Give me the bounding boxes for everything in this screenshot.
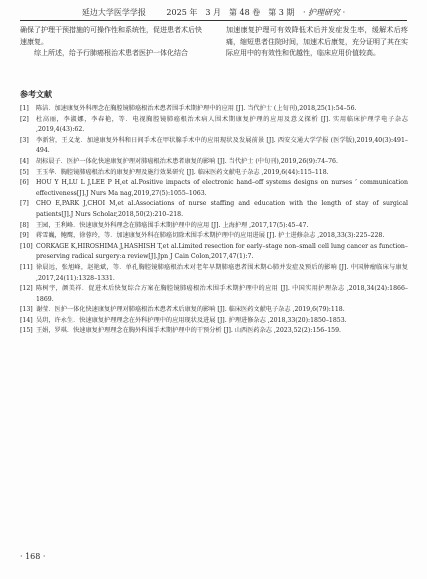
reference-number: [4] <box>20 157 29 165</box>
reference-number: [3] <box>20 136 29 144</box>
page-number: · 168 · <box>20 552 46 561</box>
reference-item <box>20 168 408 179</box>
reference-item <box>20 305 408 316</box>
reference-number: [14] <box>20 316 33 324</box>
body-paragraph: 加速康复护理可有效降低术后并发症发生率，缓解术后疼痛，缩短患者住院时间，加速术后康复，充分证明了其在实际应用中的有效性和优越性，临床应用价值较高。 <box>226 26 408 57</box>
running-header <box>20 6 407 21</box>
reference-number: [6] <box>20 179 29 187</box>
body-column-left <box>20 25 202 60</box>
reference-item <box>20 284 408 305</box>
issue-info: 2025 年 3 月 第 48 卷 第 3 期 <box>166 8 295 17</box>
reference-item <box>20 104 408 115</box>
reference-item <box>20 231 408 242</box>
body-paragraph: 确保了护理干预措施的可操作性和系统性，促进患者术后快速康复。 <box>20 26 202 46</box>
reference-text: 蒋雪巍，鲍鹰，徐蓉玲，等．加速康复外科在肺癌切除术围手术期护理中的应用进展 [J]. 护士进修杂志 ,2018,33(3):225–228. <box>36 232 385 240</box>
reference-item <box>20 263 408 284</box>
reference-item <box>20 316 408 327</box>
reference-number: [1] <box>20 105 29 112</box>
body-column-right <box>226 25 408 60</box>
journal-name: 延边大学医学学报 <box>81 8 146 17</box>
reference-text: 王玉华．胸腔镜肺癌根治术的康复护理及施行效果研究 [J]. 临床医药文献电子杂志 ,2019,6(44):115–118. <box>36 168 329 176</box>
reference-number: [10] <box>20 242 33 250</box>
reference-text: 李新营，王义龙．加速康复外科和日间手术在甲状腺手术中的应用现状及发展前景 [J]. 西安交通大学学报 (医学版),2019,40(3):491–494. <box>36 136 408 155</box>
reference-text: 王娟，罗琪．快速康复护理理念在胸外科围手术期护理中的干预分析 [J]. 山西医药杂志 ,2023,52(2):156–159. <box>36 327 342 335</box>
reference-number: [12] <box>20 285 33 293</box>
reference-item <box>20 136 408 157</box>
reference-text: HOU Y H,LU L J,LEE P H,et al.Positive impacts of electronic hand–off systems designs on nurses ’ communication effectiveness[J].J Nurs Ma nag,2019,27(5):1055–1063. <box>36 179 408 197</box>
references-heading: 参考文献 <box>20 90 52 99</box>
reference-text: 杜高丽，李淑娜，李春艳，等．电视胸腔镜肺癌根治术病人围术期康复护理的应用及意义探析 [J]. 实用临床护理学电子杂志 ,2019,4(43):62. <box>36 115 408 134</box>
reference-number: [15] <box>20 327 33 335</box>
reference-text: 陈洁．加速康复外科理念在胸腔镜肺癌根治术患者围手术期护理中的应用 [J]. 当代护士 (上旬刊),2018,25(1):54–56. <box>36 105 357 112</box>
reference-number: [2] <box>20 115 29 123</box>
reference-text: 胡标晨子．医护一体化快速康复护理对肺癌根治术患者康复的影响 [J]. 当代护士 (中旬刊),2019,26(9):74–76. <box>36 157 338 165</box>
reference-item <box>20 326 408 337</box>
reference-text: 谢莹．医护一体化快速康复护理对肺癌根治术患者术后康复的影响 [J]. 临床医药文献电子杂志 ,2019,6(79):118. <box>36 306 345 314</box>
section-label: · 护理研究 · <box>302 8 346 17</box>
reference-list <box>20 104 408 337</box>
reference-item <box>20 242 408 263</box>
reference-number: [11] <box>20 263 33 271</box>
body-paragraph: 综上所述，给予行肺癌根治术患者医护一体化结合 <box>34 49 188 57</box>
reference-text: CHO E,PARK J,CHOI M,et al.Associations of nurse staffing and education with the length of stay of surgical patients[J].J Nurs Scholar,2018,50(2):210–218. <box>36 200 408 218</box>
reference-text: CORKAGE K,HIROSHIMA J,HASHISH T,et al.Limited resection for early–stage non–small cell lung cancer as function–preserving radical surgery:a review[J].Jpn J Cain Colon,2017,47(1):7. <box>36 242 408 261</box>
reference-item <box>20 199 408 220</box>
reference-number: [7] <box>20 200 29 208</box>
reference-number: [13] <box>20 306 33 314</box>
reference-item <box>20 221 408 232</box>
reference-text: 陈树宇，颜美祥．促进术后快复综合方案在胸腔镜肺癌根治术围手术期护理中的应用 [J]. 中国实用护理杂志 ,2018,34(24):1866–1869. <box>36 285 408 303</box>
reference-number: [9] <box>20 232 29 240</box>
reference-number: [5] <box>20 168 29 176</box>
reference-text: 吴玥，许永生．快速康复护理理念在外科护理中的应用现状及进展 [J]. 护理进修杂志 ,2018,33(20):1850–1853. <box>36 316 347 324</box>
reference-item <box>20 115 408 136</box>
reference-text: 徐晨远，张旭峰，赵艳斌，等．单孔胸腔镜肺癌根治术对老年早期肺癌患者围术期心肺并发症及预后的影响 [J]. 中国肿瘤临床与康复 ,2017,24(11):1328–1331. <box>36 263 408 282</box>
reference-item <box>20 178 408 199</box>
reference-text: 王园，王利峰．快速康复外科理念在肺癌围手术期护理中的应用 [J]. 上海护理 ,2017,17(5):45–47. <box>36 221 309 229</box>
reference-item <box>20 157 408 168</box>
reference-number: [8] <box>20 221 29 229</box>
